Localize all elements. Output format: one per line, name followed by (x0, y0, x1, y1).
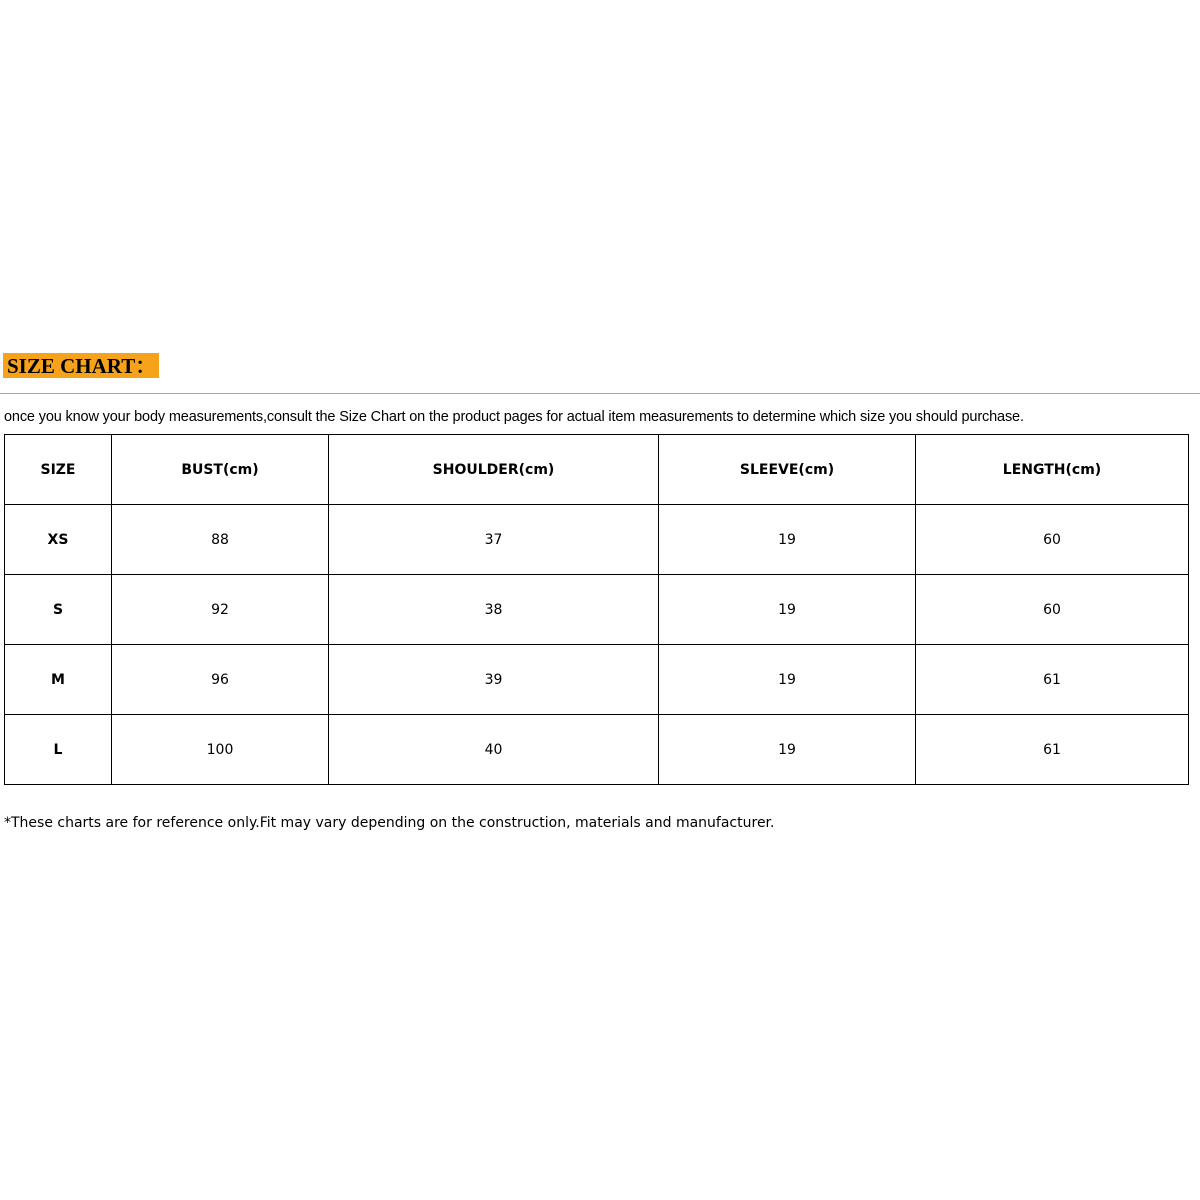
shoulder-cell: 40 (329, 715, 659, 785)
shoulder-cell: 37 (329, 505, 659, 575)
header-shoulder: SHOULDER(cm) (329, 435, 659, 505)
table-row (5, 645, 1189, 715)
bust-cell: 96 (112, 645, 329, 715)
header-bust: BUST(cm) (112, 435, 329, 505)
size-chart-title-banner (3, 353, 159, 378)
shoulder-cell: 39 (329, 645, 659, 715)
header-size: SIZE (5, 435, 112, 505)
sleeve-cell: 19 (659, 645, 916, 715)
table-row (5, 505, 1189, 575)
sleeve-cell: 19 (659, 715, 916, 785)
table-header-row (5, 435, 1189, 505)
length-cell: 61 (916, 715, 1189, 785)
length-cell: 60 (916, 505, 1189, 575)
sleeve-cell: 19 (659, 575, 916, 645)
table-row (5, 715, 1189, 785)
length-cell: 60 (916, 575, 1189, 645)
header-length: LENGTH(cm) (916, 435, 1189, 505)
size-cell: M (5, 645, 112, 715)
divider (0, 393, 1200, 394)
size-cell: S (5, 575, 112, 645)
header-sleeve: SLEEVE(cm) (659, 435, 916, 505)
size-cell: L (5, 715, 112, 785)
intro-text: once you know your body measurements,consult the Size Chart on the product pages for actual item measurements to determine which size you should purchase. (4, 409, 1024, 425)
shoulder-cell: 38 (329, 575, 659, 645)
size-cell: XS (5, 505, 112, 575)
sleeve-cell: 19 (659, 505, 916, 575)
table-row (5, 575, 1189, 645)
bust-cell: 88 (112, 505, 329, 575)
bust-cell: 92 (112, 575, 329, 645)
length-cell: 61 (916, 645, 1189, 715)
page-title: SIZE CHART： (7, 354, 157, 378)
size-table (4, 434, 1189, 785)
reference-note: *These charts are for reference only.Fit may vary depending on the construction, materials and manufacturer. (4, 815, 775, 831)
bust-cell: 100 (112, 715, 329, 785)
